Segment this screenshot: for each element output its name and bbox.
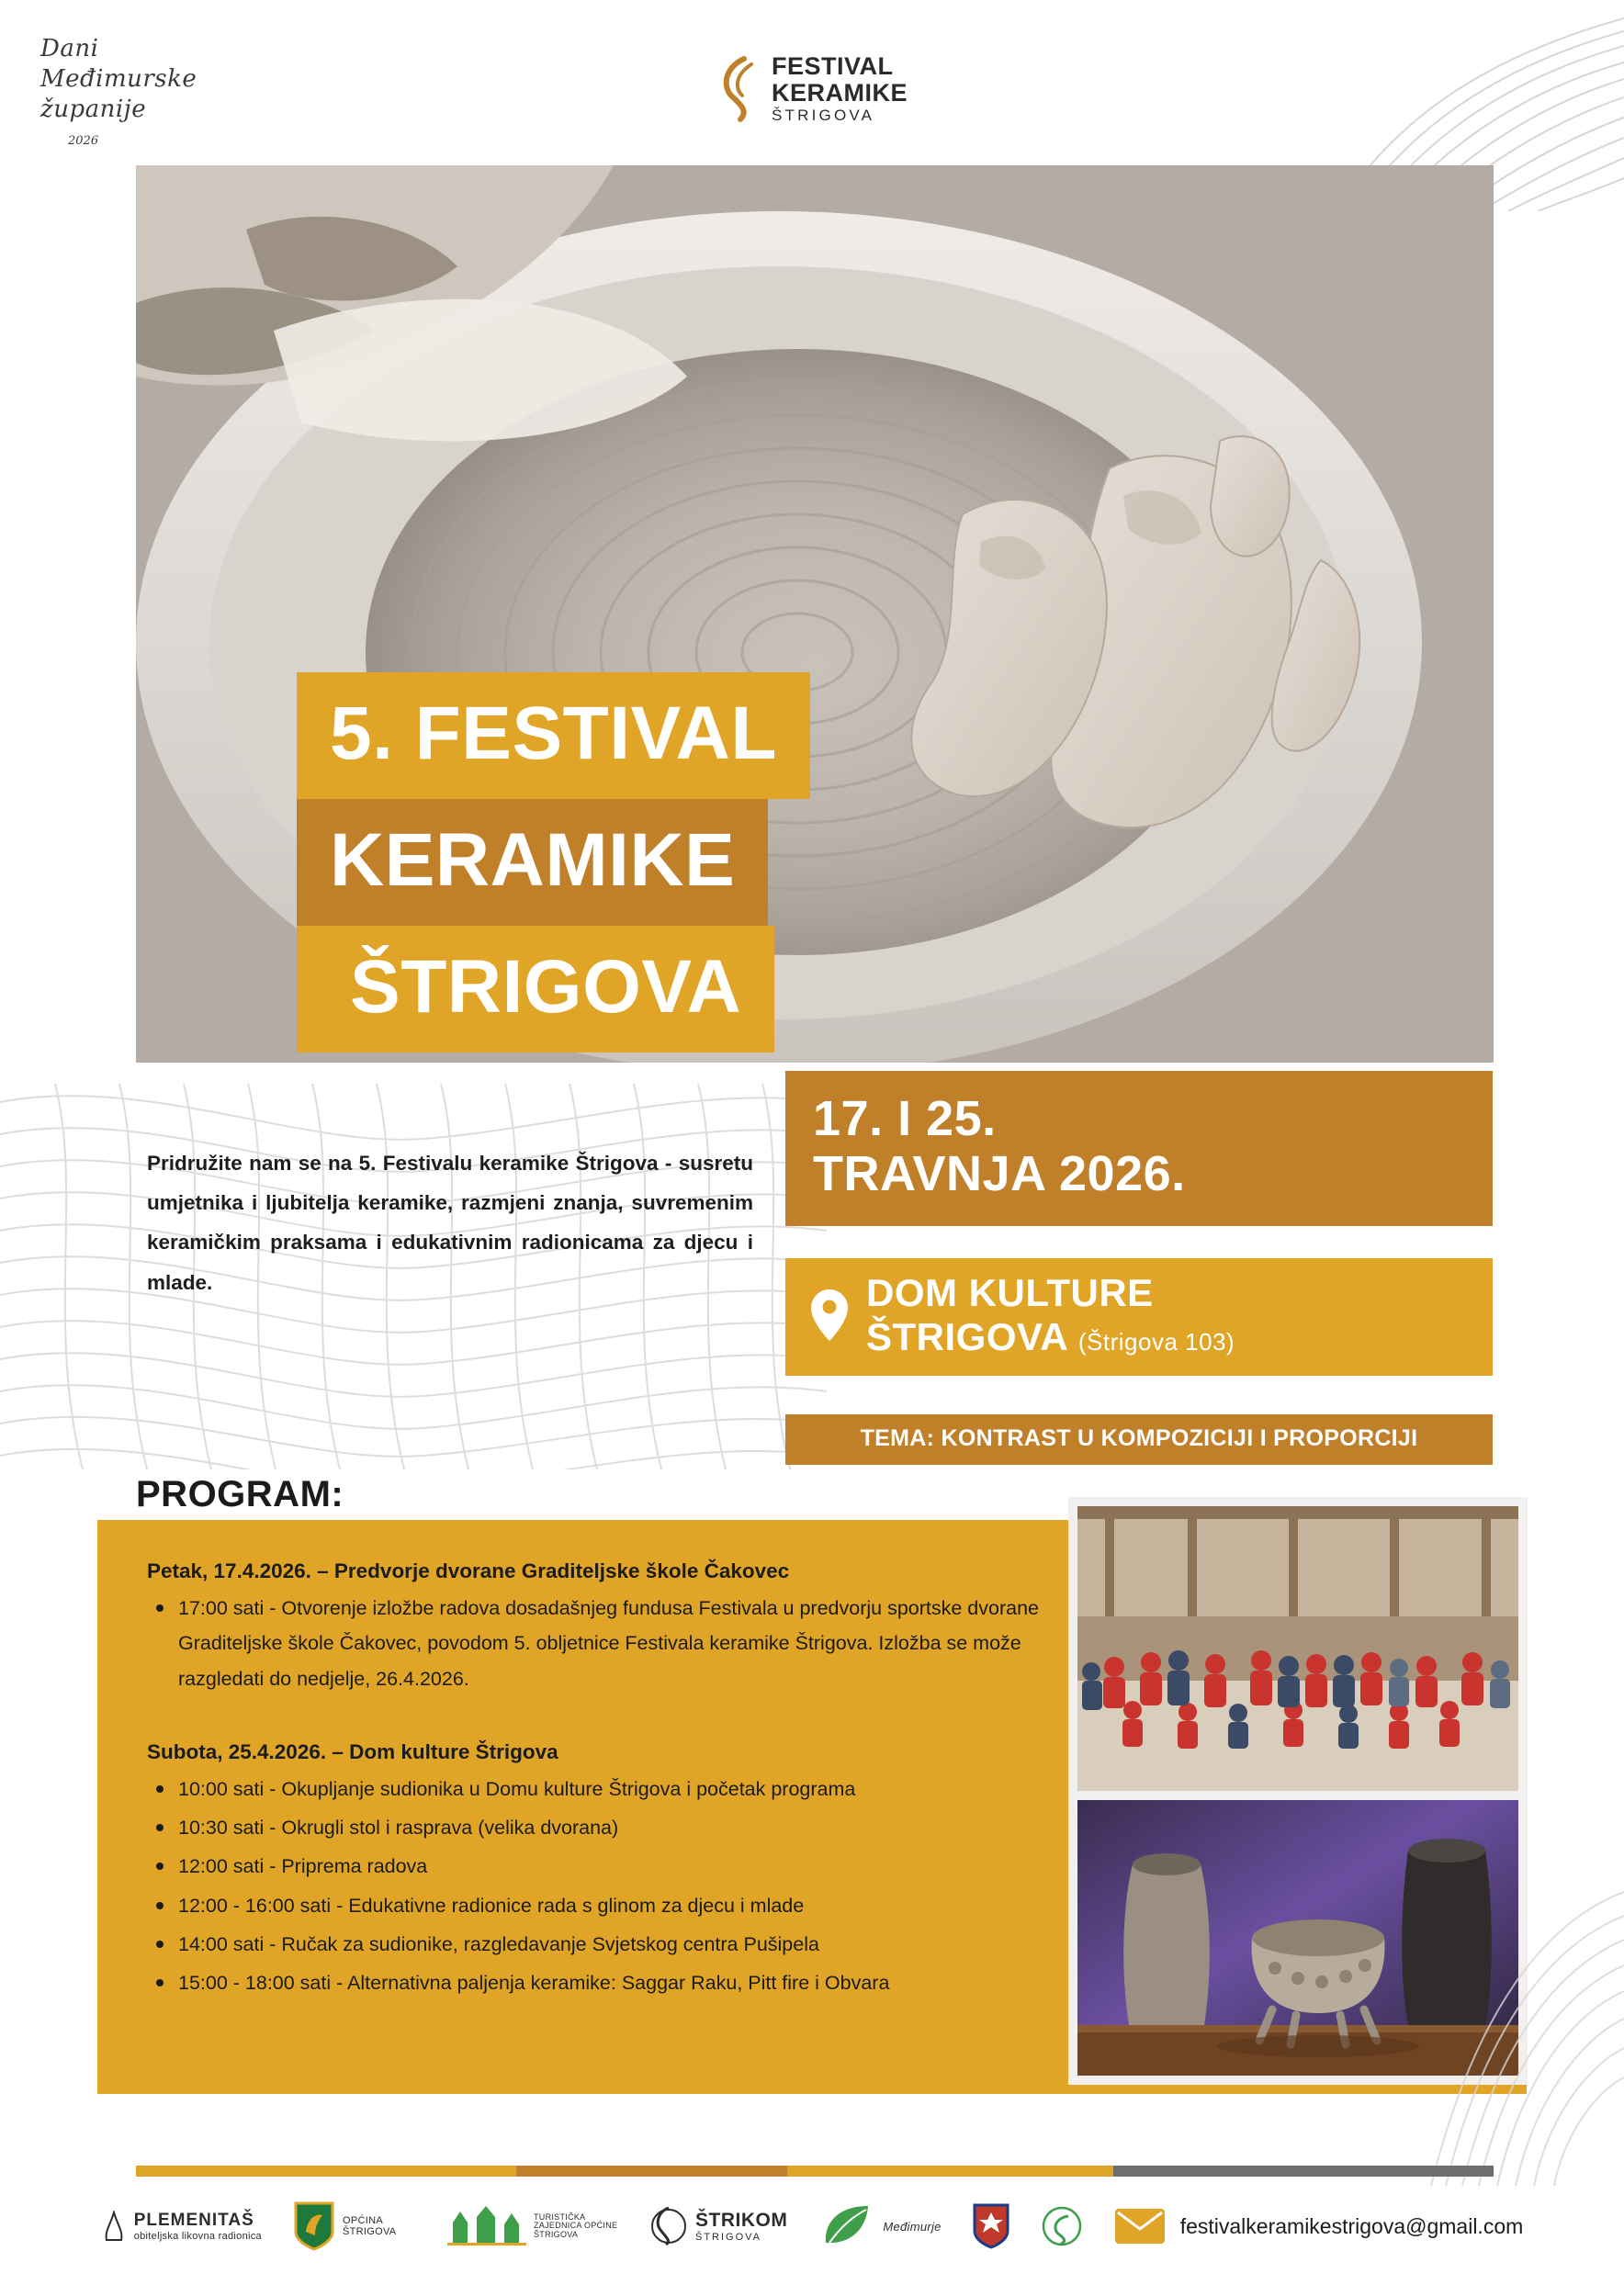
venue-line-1: DOM KULTURE [866, 1271, 1154, 1314]
hero-image [136, 165, 1494, 1063]
sponsor-opcina-strigova [293, 2200, 416, 2252]
color-bar-segment-4 [1113, 2166, 1494, 2177]
ceramics-photo-illustration [1077, 1800, 1518, 2076]
list-item: 10:30 sati - Okrugli stol i rasprava (velika dvorana) [147, 1810, 1075, 1845]
title-line-1: 5. FESTIVAL [297, 672, 810, 799]
program-day-1-title: Petak, 17.4.2026. – Predvorje dvorane Graditeljske škole Čakovec [147, 1559, 790, 1582]
contact-email[interactable]: festivalkeramikestrigova@gmail.com [1179, 2213, 1524, 2238]
footer-sponsors [0, 2184, 1624, 2268]
list-item: 14:00 sati - Ručak za sudionike, razgledavanje Svjetskog centra Pušipela [147, 1927, 1075, 1962]
strikom-logo-icon [649, 2204, 688, 2248]
shield-coat-of-arms-icon [973, 2203, 1009, 2249]
date-line-1: 17. I 25. [813, 1091, 997, 1146]
tourist-board-icon [447, 2202, 526, 2250]
festival-logo [716, 53, 908, 124]
sponsor-plemenitas-name: PLEMENITAŠ [133, 2211, 254, 2230]
sponsor-medimurje [818, 2202, 941, 2250]
list-item: 15:00 - 18:00 sati - Alternativna paljenja keramike: Saggar Raku, Pitt fire i Obvara [147, 1965, 1075, 2000]
title-line-3: ŠTRIGOVA [297, 926, 774, 1052]
festival-logo-line1: FESTIVAL [771, 52, 894, 80]
program-day-1-list [147, 1591, 1075, 1696]
date-line-2: TRAVNJA 2026. [813, 1146, 1186, 1202]
sponsor-shield [973, 2203, 1009, 2249]
county-days-logo [40, 35, 206, 163]
color-bar-segment-1 [136, 2166, 516, 2177]
venue-panel [785, 1258, 1493, 1376]
program-heading: PROGRAM: [136, 1474, 344, 1514]
list-item: 12:00 sati - Priprema radova [147, 1849, 1075, 1884]
festival-logo-line2: KERAMIKE [771, 78, 908, 107]
program-day-2-title: Subota, 25.4.2026. – Dom kulture Štrigova [147, 1739, 558, 1763]
sponsor-circle-logo [1041, 2205, 1083, 2247]
municipality-coat-of-arms-icon [293, 2200, 335, 2252]
swirl-icon [716, 55, 759, 123]
county-logo-line3: županije [40, 96, 147, 123]
color-bar [136, 2166, 1494, 2177]
county-logo-year: 2026 [68, 134, 99, 148]
county-logo-line1: Dani [40, 35, 99, 62]
sponsor-strikom [649, 2204, 787, 2248]
program-content [147, 1543, 1075, 2004]
group-photo-illustration [1077, 1506, 1518, 1791]
sponsor-tz-strigova [447, 2202, 618, 2250]
sponsor-plemenitas [101, 2211, 262, 2242]
color-bar-segment-3 [787, 2166, 1113, 2177]
contact-email-row[interactable] [1114, 2208, 1524, 2245]
circular-logo-icon [1041, 2205, 1083, 2247]
list-item: 10:00 sati - Okupljanje sudionika u Domu kulture Štrigova i početak programa [147, 1772, 1075, 1806]
sponsor-plemenitas-caption: obiteljska likovna radionica [133, 2231, 262, 2242]
sponsor-strikom-name: ŠTRIKOM [694, 2210, 788, 2231]
medimurje-leaf-icon [818, 2202, 875, 2250]
date-panel [785, 1071, 1493, 1226]
county-logo-line2: Međimurske [40, 65, 197, 93]
list-item: 17:00 sati - Otvorenje izložbe radova dosadašnjeg fundusa Festivala u predvorju sportske dvorane Graditeljske škole Čakovec, povodom 5. obljetnice Festivala keramike Štrigova. Izložba se može razgledati do nedjelje, 26.4.2026. [147, 1591, 1075, 1696]
theme-banner: TEMA: KONTRAST U KOMPOZICIJI I PROPORCIJI [785, 1414, 1493, 1465]
sponsor-tz-caption: TURISTIČKA ZAJEDNICA OPĆINE ŠTRIGOVA [533, 2212, 618, 2239]
festival-logo-line3: ŠTRIGOVA [771, 107, 875, 125]
envelope-icon [1114, 2208, 1166, 2245]
venue-address: (Štrigova 103) [1077, 1327, 1235, 1356]
location-pin-icon [809, 1288, 850, 1343]
program-day-2-list [147, 1772, 1075, 2001]
photo-group-participants [1077, 1506, 1518, 1791]
poster-title [297, 672, 810, 1052]
intro-paragraph: Pridružite nam se na 5. Festivalu keramike Štrigova - susretu umjetnika i ljubitelja keramike, razmjeni znanja, suvremenim keramičkim praksama i edukativnim radionicama za djecu i mlade. [147, 1152, 753, 1294]
brush-icon [101, 2211, 127, 2242]
sponsor-medimurje-name: Međimurje [883, 2219, 942, 2234]
sponsor-strikom-caption: ŠTRIGOVA [694, 2232, 762, 2243]
title-line-2: KERAMIKE [297, 799, 768, 926]
venue-line-2: ŠTRIGOVA [866, 1314, 1067, 1358]
sponsor-opcina-caption: OPĆINA ŠTRIGOVA [342, 2214, 397, 2237]
photo-ceramic-vessels [1077, 1800, 1518, 2076]
color-bar-segment-2 [516, 2166, 788, 2177]
list-item: 12:00 - 16:00 sati - Edukativne radionice rada s glinom za djecu i mlade [147, 1888, 1075, 1923]
